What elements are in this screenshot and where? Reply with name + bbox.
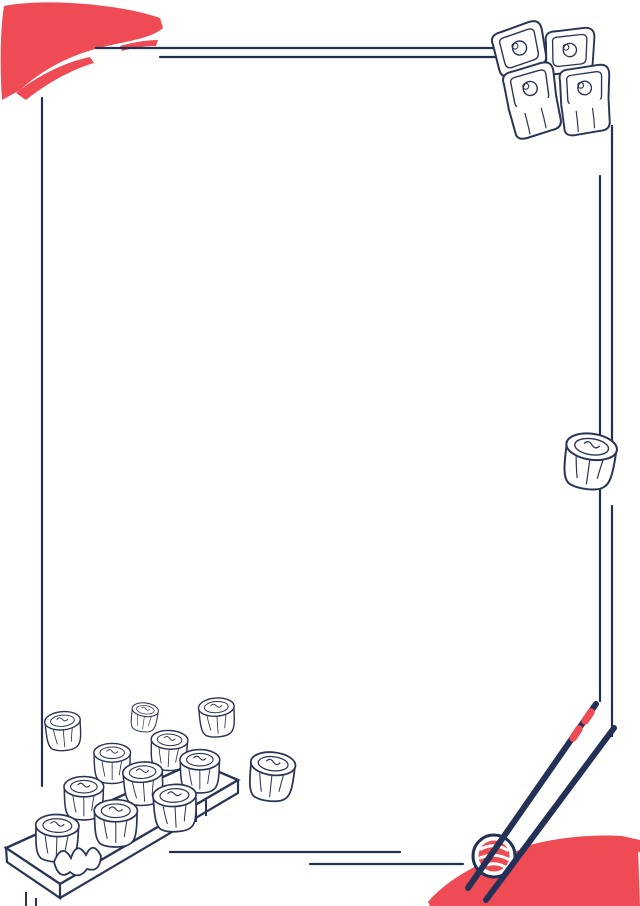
brand-name [318, 740, 621, 756]
